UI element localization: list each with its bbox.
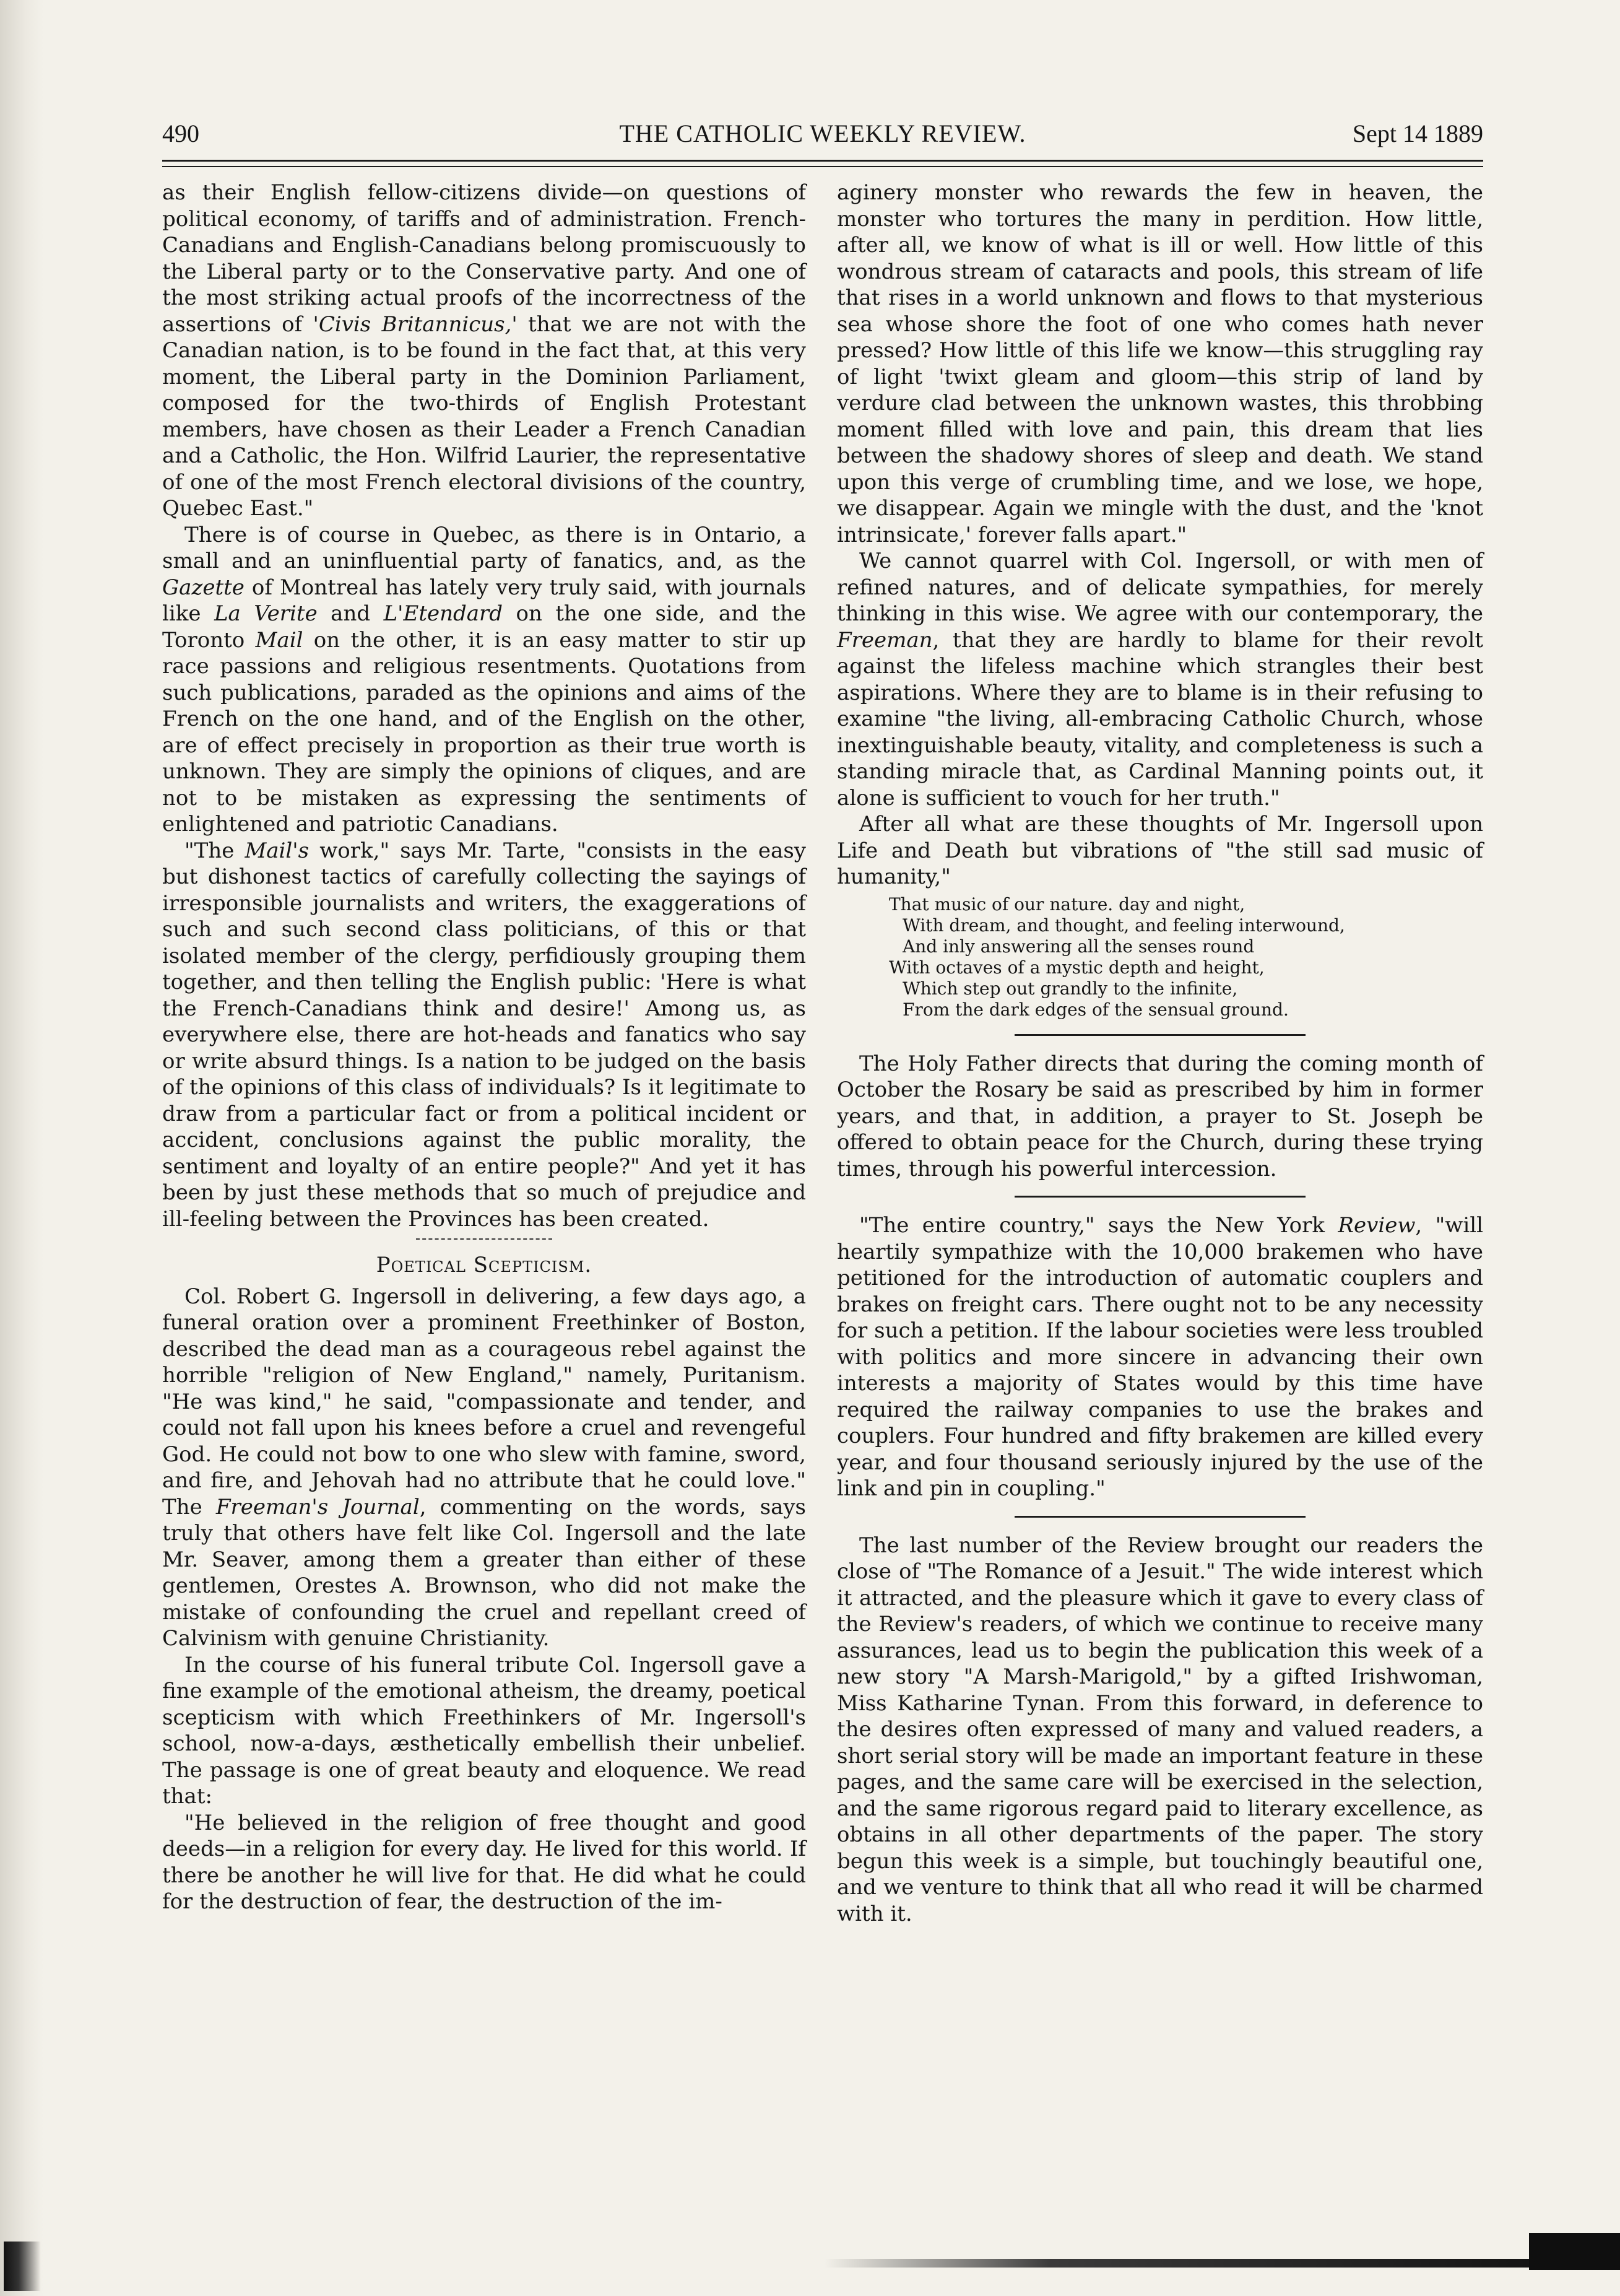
right-paragraph-4: The Holy Father directs that during the coming month of October the Rosary be said as prescribed by him in former years, and that, in addition, a prayer to St. Joseph be offered to obtain peace for the Church, during these trying times, through his powerful intercession. (837, 1051, 1483, 1181)
poem-line: And inly answering all the senses round (903, 936, 1255, 957)
right-paragraph-1: aginery monster who rewards the few in heaven, the monster who tortures the many in perdition. How little, after all, we know of what is ill or well. How little of this wondrous stream of cataracts and pools, this stream of life that rises in a world unknown and flows to that mysterious sea whose shore the foot of one who comes hath never pressed? How little of this life we know—this struggling ray of light 'twixt gleam and gloom—this strip of land by verdure clad between the unknown wastes, this throbbing moment filled with love and pain, this dream that lies between the shadowy shores of sleep and death. We stand upon this verge of crumbling time, and we lose, we hope, we disappear. Again we mingle with the dust, and the 'knot intrinsicate,' forever falls apart." (837, 180, 1483, 547)
left-column (162, 180, 806, 1915)
poem-line: From the dark edges of the sensual ground. (903, 999, 1289, 1020)
right-paragraph-2: We cannot quarrel with Col. Ingersoll, or with men of refined natures, and of delicate sympathies, for merely thinking in this wise. We agree with our contemporary, the Freeman, that they are hardly to blame for their revolt against the lifeless machine which strangles their best aspirations. Where they are to blame is in their refusing to examine "the living, all-embracing Catholic Church, whose inextinguishable beauty, vitality, and completeness is such a standing miracle that, as Cardinal Manning points out, it alone is sufficient to vouch for her truth." (837, 549, 1483, 811)
poem-quotation (889, 894, 1483, 1020)
scan-corner-shadow (1529, 2233, 1620, 2270)
right-paragraph-5: "The entire country," says the New York Review, "will heartily sympathize with the 10,000 brakemen who have petitioned for the introduction of automatic couplers and brakes on freight cars. There ought not to be any necessity for such a petition. If the labour societies were less troubled with politics and more sincere in advancing their own interests a majority of States would by this time have required the railway companies to use the brakes and couplers. Four hundred and fifty brakemen are killed every year, and four thousand seriously injured by the use of the link and pin in coupling." (837, 1213, 1484, 1501)
article-divider (1015, 1034, 1306, 1036)
page-header (162, 115, 1483, 152)
left-paragraph-5: In the course of his funeral tribute Col. Ingersoll gave a fine example of the emotional atheism, the dreamy, poetical scepticism with which Freethinkers of Mr. Ingersoll's school, now-a-days, æsthetically embellish their unbelief. The passage is one of great beauty and eloquence. We read that: (162, 1652, 806, 1809)
scan-left-edge-shadow (4, 2242, 41, 2291)
header-rule-bottom (162, 166, 1483, 167)
header-rule-top (162, 160, 1483, 162)
page-binding-shadow (0, 0, 43, 2296)
italic-pseudonym: 'Civis Britannicus,' (313, 311, 518, 337)
poem-line: Which step out grandly to the infinite, (903, 978, 1238, 999)
left-paragraph-2: There is of course in Quebec, as there is in Ontario, a small and an uninfluential party of fanatics, and, as the Gazette of Montreal has lately very truly said, with journals like La Verite and L'Etendard on the one side, and the Toronto Mail on the other, it is an easy matter to stir up race passions and religious resentments. Quotations from such publications, paraded as the opinions and aims of the French on the one hand, and of the English on the other, are of effect precisely in proportion as their true worth is unknown. They are simply the opinions of cliques, and are not to be mistaken as expressing the sentiments of enlightened and patriotic Canadians. (162, 522, 806, 837)
issue-date: Sept 14 1889 (1352, 120, 1483, 147)
article-divider (1015, 1196, 1306, 1198)
masthead-title: THE CATHOLIC WEEKLY REVIEW. (619, 120, 1026, 147)
left-paragraph-1: as their English fellow-citizens divide—on questions of political economy, of tariffs and of administration. French-Canadians and English-Canadians belong promiscuously to the Liberal party or to the Conservative party. And one of the most striking actual proofs of the incorrectness of the assertions of 'Civis Britannicus,' that we are not with the Canadian nation, is to be found in the fact that, at this very moment, the Liberal party in the Dominion Parliament, composed for the two-thirds of English Protestant members, have chosen as their Leader a French Canadian and a Catholic, the Hon. Wilfrid Laurier, the representative of one of the most French electoral divisions of the country, Quebec East." (162, 180, 806, 521)
right-paragraph-6: The last number of the Review brought our readers the close of "The Romance of a Jesuit." The wide interest which it attracted, and the pleasure which it gave to every class of the Review's readers, of which we continue to receive many assurances, lead us to begin the publication this week of a new story "A Marsh-Marigold," by a gifted Irishwoman, Miss Katharine Tynan. From this forward, in deference to the desires often expressed of many and valued readers, a short serial story will be made an important feature in these pages, and the same care will be exercised in the selection, and the same rigorous regard paid to literary excellence, as obtains in all other departments of the paper. The story begun this week is a simple, but touchingly beautiful one, and we venture to think that all who read it will be charmed with it. (837, 1533, 1483, 1926)
left-paragraph-6: "He believed in the religion of free thought and good deeds—in a religion for every day. He lived for this world. If there be another he will live for that. He did what he could for the destruction of fear, the destruction of the im- (162, 1810, 806, 1914)
poem-line: With dream, and thought, and feeling interwound, (903, 915, 1345, 936)
right-paragraph-3: After all what are these thoughts of Mr. Ingersoll upon Life and Death but vibrations of "the still sad music of humanity," (837, 812, 1483, 889)
poem-line: With octaves of a mystic depth and height, (889, 957, 1265, 978)
article-divider (1015, 1516, 1306, 1518)
left-paragraph-3: "The Mail's work," says Mr. Tarte, "consists in the easy but dishonest tactics of carefully collecting the sayings of irresponsible journalists and writers, the exaggerations of such and such second class politicians, of this or that isolated member of the clergy, perfidiously grouping them together, and then telling the English public: 'Here is what the French-Canadians think and desire!' Among us, as everywhere else, there are hot-heads and fanatics who say or write absurd things. Is a nation to be judged on the basis of the opinions of this class of individuals? Is it legitimate to draw from a particular fact or from a political incident or accident, conclusions against the public morality, the sentiment and loyalty of an entire people?" And yet it has been by just these methods that so much of prejudice and ill-feeling between the Provinces has been created. (162, 838, 806, 1232)
right-column (837, 180, 1483, 1927)
section-heading: Poetical Scepticism. (376, 1253, 592, 1277)
left-paragraph-4: Col. Robert G. Ingersoll in delivering, a few days ago, a funeral oration over a prominent Freethinker of Boston, described the dead man as a courageous rebel against the horrible "religion of New England," namely, Puritanism. "He was kind," he said, "compassionate and tender, and could not fall upon his knees before a cruel and revengeful God. He could not bow to one who slew with famine, sword, and fire, and Jehovah had no attribute that he could love." The Freeman's Journal, commenting on the words, says truly that others have felt like Col. Ingersoll and the late Mr. Seaver, among them a greater than either of these gentlemen, Orestes A. Brownson, who did not make the mistake of confounding the cruel and repellant creed of Calvinism with genuine Christianity. (162, 1284, 807, 1651)
scan-bottom-rule (825, 2259, 1580, 2268)
page-number: 490 (162, 120, 199, 147)
poem-line: That music of our nature. day and night, (889, 894, 1245, 915)
section-separator (416, 1238, 552, 1240)
